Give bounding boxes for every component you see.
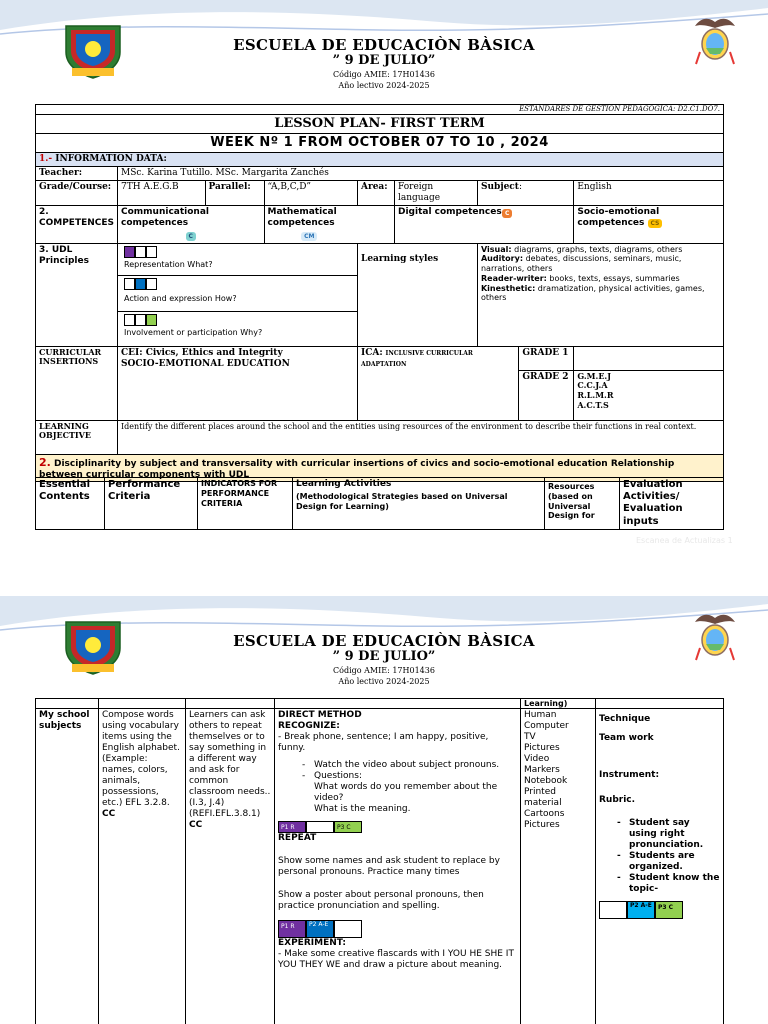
standards-code: ESTANDARES DE GESTION PEDAGÓGICA: D2.C1.DO7. xyxy=(36,105,724,115)
criteria-tag: CC xyxy=(102,808,116,819)
section-label: INFORMATION DATA: xyxy=(52,153,167,164)
udl-chip-p3c: P3 C xyxy=(334,821,362,833)
amie-code: Código AMIE: 17H01436 xyxy=(333,666,435,675)
style-kinesthetic xyxy=(481,284,720,304)
purple-chip xyxy=(124,246,135,258)
indicators-value xyxy=(186,709,275,1024)
school-year: Año lectivo 2024-2025 xyxy=(338,677,430,686)
instrument-label: Instrument: xyxy=(599,769,660,780)
school-subtitle: ” 9 DE JULIO” xyxy=(332,649,436,664)
style-label: Kinesthetic: xyxy=(480,283,536,293)
evaluation-item: - Students are organized. xyxy=(629,851,720,873)
digital-competence-icon: C xyxy=(502,209,512,218)
question-1: What words do you remember about the video? xyxy=(314,781,498,803)
style-text: books, texts, essays, summaries xyxy=(546,273,680,283)
learning-objective-value: Identify the different places around the school and the entities using resources of the environment to describe their functions in real context. xyxy=(118,420,724,454)
indicators-tag: CC xyxy=(189,819,203,830)
recognize-text: - Break phone, sentence; I am happy, positive, funny. xyxy=(278,731,489,753)
resources-carry-text: Learning) xyxy=(521,699,596,709)
essential-content-value: My school subjects xyxy=(36,709,99,1024)
competence-digital xyxy=(394,205,573,243)
performance-criteria-value xyxy=(99,709,186,1024)
competence-mathematical xyxy=(264,205,394,243)
empty-chip xyxy=(334,920,362,938)
col-learning-activities xyxy=(293,478,545,530)
col-essential-contents: Essential Contents xyxy=(36,478,105,530)
subject-label-text: Subject xyxy=(480,181,519,192)
poster-text: Show a poster about personal pronouns, then practice pronunciation and spelling. xyxy=(278,890,484,912)
col-learning-activities-title: Learning Activities xyxy=(296,479,392,489)
teamwork-label: Team work xyxy=(599,732,654,743)
page-gap xyxy=(0,560,768,596)
lesson-plan-page-2 xyxy=(0,596,768,1024)
grade-value: 7TH A.E.G.B xyxy=(118,180,206,205)
repeat-title: REPEAT xyxy=(278,833,317,844)
activities-column-header-table xyxy=(35,477,724,530)
resource-item: Video xyxy=(524,753,550,764)
teacher-value: MSc. Karina Tutillo. MSc. Margarita Zanchés xyxy=(118,166,724,180)
lesson-plan-title: LESSON PLAN- FIRST TERM xyxy=(36,115,724,134)
col-performance-criteria: Performance Criteria xyxy=(105,478,198,530)
learning-objective-label: LEARNING OBJECTIVE xyxy=(36,420,118,454)
resource-item: Notebook xyxy=(524,775,568,786)
udl-chip-p2ae: P2 A-E xyxy=(627,901,655,919)
socio-emotional-education-text: SOCIO-EMOTIONAL EDUCATION xyxy=(121,358,290,369)
style-label: Visual: xyxy=(480,244,512,254)
empty-chip xyxy=(135,314,146,326)
style-text: debates, discussions, seminars, music, narrations, others xyxy=(480,254,682,274)
scan-watermark: Escanea de Actualizas 1 xyxy=(636,536,733,545)
col-learning-activities-subtitle: (Methodological Strategies based on Universal Design for Learning) xyxy=(296,491,508,511)
style-text: diagrams, graphs, texts, diagrams, others xyxy=(511,244,683,254)
resource-item: Pictures xyxy=(524,819,560,830)
ica-cell xyxy=(357,346,518,420)
style-label: Auditory: xyxy=(480,254,524,264)
area-label: Area: xyxy=(357,180,394,205)
grade-2-label: GRADE 2 xyxy=(519,370,574,420)
communicational-competence-icon: C xyxy=(186,232,196,241)
school-year: Año lectivo 2024-2025 xyxy=(338,81,430,90)
udl-chip-p1r: P1 R xyxy=(278,920,306,938)
resource-item: TV xyxy=(524,731,536,742)
udl-chip-row xyxy=(278,920,517,938)
competence-communicational-label: Communicational competences xyxy=(121,206,209,228)
school-name: ESCUELA DE EDUCACIÒN BÀSICA xyxy=(233,36,535,54)
area-value: Foreign language xyxy=(394,180,477,205)
evaluation-item: - Student say using right pronunciation. xyxy=(629,818,720,851)
resource-item: Printed material xyxy=(524,786,562,808)
learning-styles-label: Learning styles xyxy=(357,243,477,346)
udl-representation: Representation What? xyxy=(124,260,213,269)
style-reader-writer xyxy=(481,274,720,284)
carry-cell xyxy=(275,699,521,709)
watch-video-step: - Watch the video about subject pronouns. xyxy=(314,760,517,771)
amie-code: Código AMIE: 17H01436 xyxy=(333,70,435,79)
udl-chip-p1r: P1 R xyxy=(278,821,306,833)
empty-chip xyxy=(599,901,627,919)
grade-label: Grade/Course: xyxy=(36,180,118,205)
empty-chip xyxy=(306,821,334,833)
method-title: DIRECT METHOD xyxy=(278,710,362,720)
col-evaluation: Evaluation Activities/ Evaluation inputs xyxy=(620,478,724,530)
student-code: C.C.J.A xyxy=(577,380,608,391)
resource-item: Pictures xyxy=(524,742,560,753)
carry-cell xyxy=(596,699,724,709)
grade-1-value xyxy=(574,346,724,370)
col-indicators: INDICATORS FOR PERFORMANCE CRITERIA xyxy=(198,478,293,530)
mathematical-competence-icon: CM xyxy=(301,232,317,241)
carry-cell xyxy=(186,699,275,709)
competences-label: 2. COMPETENCES xyxy=(36,205,118,243)
indicators-text: Learners can ask others to repeat themselves or to say something in a different way and ask for common classroom needs.. (I.3, J.4) (REFI.EFL.3.8.1) xyxy=(189,710,271,819)
empty-chip xyxy=(146,246,157,258)
udl-chip-p3c: P3 C xyxy=(655,901,683,919)
empty-chip xyxy=(124,278,135,290)
cei-text: CEI: Civics, Ethics and Integrity xyxy=(121,347,283,358)
evaluation-value xyxy=(596,709,724,1024)
subject-label xyxy=(477,180,573,205)
subject-value: English xyxy=(574,180,724,205)
week-title: WEEK Nº 1 FROM OCTOBER 07 TO 10 , 2024 xyxy=(36,133,724,152)
carry-cell xyxy=(99,699,186,709)
learning-styles-list xyxy=(477,243,723,346)
section-2-text: Disciplinarity by subject and transversality with curricular insertions of civics and socio-emotional education Relationship between curricular components with UDL xyxy=(39,458,675,480)
school-name: ESCUELA DE EDUCACIÒN BÀSICA xyxy=(233,632,535,650)
experiment-title: EXPERIMENT: xyxy=(278,938,346,949)
udl-chip-p2ae: P2 A-E xyxy=(306,920,334,938)
questions-step: - Questions: xyxy=(314,771,517,782)
resource-item: Human xyxy=(524,710,557,720)
udl-action-expression: Action and expression How? xyxy=(124,294,237,303)
competence-socio-emotional-label: Socio-emotional competences xyxy=(577,206,660,228)
resource-item: Cartoons xyxy=(524,808,565,819)
empty-chip xyxy=(124,314,135,326)
style-visual xyxy=(481,245,720,255)
activities-table xyxy=(35,698,724,1024)
empty-chip xyxy=(146,278,157,290)
green-chip xyxy=(146,314,157,326)
udl-chip-row xyxy=(278,821,517,833)
style-text: dramatization, physical activities, games, others xyxy=(480,283,705,303)
ica-text: INCLUSIVE CURRICULAR ADAPTATION xyxy=(360,349,473,368)
style-label: Reader-writer: xyxy=(480,273,547,283)
subject-label-colon: : xyxy=(518,181,522,192)
student-code: R.L.M.R xyxy=(577,390,614,401)
carry-cell xyxy=(36,699,99,709)
teacher-label: Teacher: xyxy=(36,166,118,180)
repeat-text: Show some names and ask student to replace by personal pronouns. Practice many times xyxy=(278,856,500,878)
student-code: A.C.T.S xyxy=(577,399,609,410)
competence-mathematical-label: Mathematical competences xyxy=(267,206,337,228)
grade-1-label: GRADE 1 xyxy=(519,346,574,370)
section-2-number: 2. xyxy=(39,455,51,469)
evaluation-item: - Student know the topic- xyxy=(629,873,720,895)
curricular-insertions-value xyxy=(118,346,358,420)
resource-item: Markers xyxy=(524,764,560,775)
parallel-label: Parallel: xyxy=(205,180,264,205)
udl-principles-list xyxy=(118,243,358,346)
lesson-plan-header-table xyxy=(35,104,724,482)
resources-list xyxy=(521,709,596,1024)
style-auditory xyxy=(481,254,720,274)
udl-principles-label: 3. UDL Principles xyxy=(36,243,118,346)
technique-label: Technique xyxy=(599,714,651,724)
information-data-heading xyxy=(36,152,724,166)
udl-chip-row xyxy=(599,901,720,919)
curricular-insertions-label: CURRICULAR INSERTIONS xyxy=(36,346,118,420)
udl-involvement: Involvement or participation Why? xyxy=(124,328,263,337)
learning-activities-value xyxy=(275,709,521,1024)
question-2: What is the meaning. xyxy=(314,803,411,814)
col-resources: Resources (based on Universal Design for xyxy=(545,478,620,530)
competence-digital-label: Digital competences xyxy=(397,206,502,217)
criteria-text: Compose words using vocabulary items using the English alphabet. (Example: names, colors, animals, possessions, etc.) EFL 3.2.8. xyxy=(102,710,180,808)
recognize-title: RECOGNIZE: xyxy=(278,720,340,731)
competence-socio-emotional xyxy=(574,205,724,243)
socio-emotional-competence-icon: CS xyxy=(648,219,663,228)
student-code: G.M.E.J xyxy=(577,370,611,381)
rubric-label: Rubric. xyxy=(599,794,636,805)
experiment-text: - Make some creative flascards with I YOU HE SHE IT YOU THEY WE and draw a picture about meaning. xyxy=(278,949,514,970)
section-number: 1.- xyxy=(39,153,53,164)
school-subtitle: ” 9 DE JULIO” xyxy=(332,53,436,68)
blue-chip xyxy=(135,278,146,290)
parallel-value: “A,B,C,D” xyxy=(264,180,357,205)
grade-2-students xyxy=(574,370,724,420)
resource-item: Computer xyxy=(524,720,569,731)
ica-label: ICA: xyxy=(360,347,383,358)
empty-chip xyxy=(135,246,146,258)
